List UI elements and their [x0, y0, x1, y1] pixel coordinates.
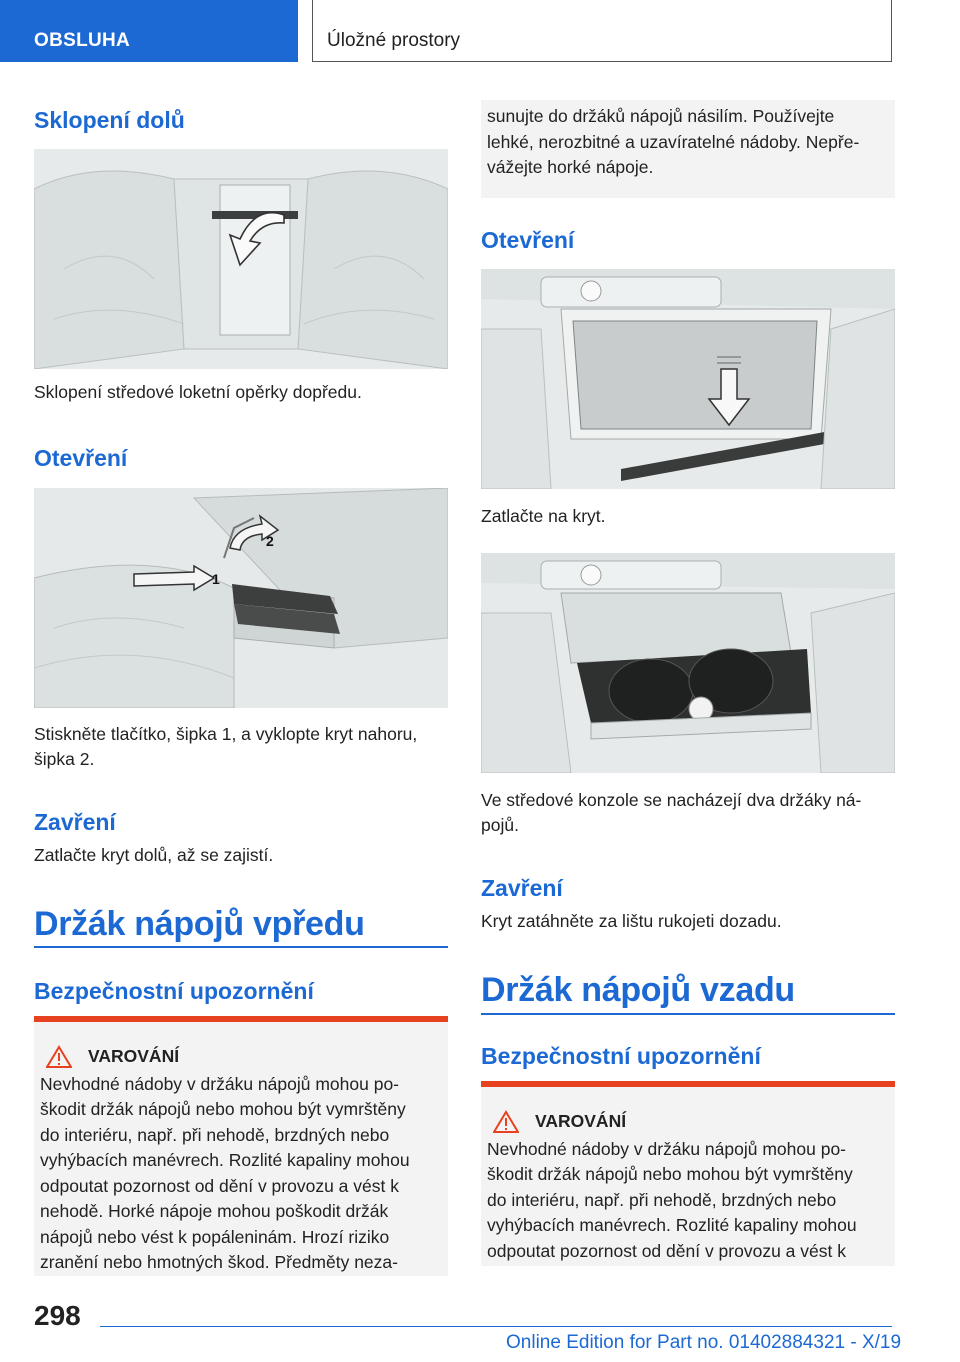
section-title: OBSLUHA — [34, 30, 131, 51]
continuation-line: lehké, nerozbitné a uzavíratelné nádoby. Nepře- — [487, 131, 860, 152]
warning-title-right: VAROVÁNÍ — [535, 1111, 627, 1131]
caption-holders-line2: pojů. — [481, 815, 519, 835]
text-close-left: Zatlačte kryt dolů, až se zajistí. — [34, 845, 274, 865]
caption-fold: Sklopení středové loketní opěrky dopředu. — [34, 382, 362, 402]
caption-holders-line1: Ve středové konzole se nacházejí dva držáky ná- — [481, 790, 862, 810]
title-rule-left — [34, 946, 448, 948]
caption-press-cover: Zatlačte na kryt. — [481, 506, 606, 526]
page-number: 298 — [34, 1300, 81, 1331]
footer-edition: Online Edition for Part no. 01402884321 - X/19 — [506, 1332, 902, 1353]
continuation-line: vážejte horké nápoje. — [487, 157, 654, 177]
warning-triangle-icon — [46, 1045, 72, 1069]
chapter-title: Úložné prostory — [327, 30, 461, 51]
figure-armrest-open — [34, 488, 448, 708]
warning-line: nehodě. Horké nápoje mohou poškodit držák — [40, 1201, 389, 1221]
warning-line: vyhýbacích manévrech. Rozlité kapaliny mohou — [40, 1150, 410, 1170]
footer-rule — [100, 1326, 892, 1327]
heading-close-right: Zavření — [481, 875, 563, 901]
warning-line: škodit držák nápojů nebo mohou být vymrštěny — [487, 1164, 853, 1184]
heading-fold-down: Sklopení dolů — [34, 107, 185, 133]
warning-box-left — [34, 1016, 448, 1276]
armrest-open-illustration — [34, 488, 448, 708]
warning-line: zranění nebo hmotných škod. Předměty neza- — [40, 1252, 398, 1272]
heading-safety-right: Bezpečnostní upozornění — [481, 1043, 761, 1069]
warning-header-left — [46, 1044, 442, 1070]
warning-line: do interiéru, např. při nehodě, brzdných nebo — [487, 1189, 837, 1210]
warning-continuation-box — [481, 100, 895, 198]
text-close-right: Kryt zatáhněte za lištu rukojeti dozadu. — [481, 911, 782, 931]
chapter-tab — [312, 0, 892, 62]
arrow-label-1: 1 — [212, 571, 220, 587]
figure-cupholders — [481, 553, 895, 773]
warning-box-right — [481, 1081, 895, 1266]
warning-header-right — [493, 1109, 889, 1135]
warning-line: Nevhodné nádoby v držáku nápojů mohou po- — [40, 1073, 399, 1094]
title-rule-right — [481, 1013, 895, 1015]
title-rear-cupholder: Držák nápojů vzadu — [481, 971, 795, 1009]
armrest-fold-illustration — [34, 149, 448, 369]
warning-line: vyhýbacích manévrech. Rozlité kapaliny mohou — [487, 1215, 857, 1235]
arrow-label-2: 2 — [266, 533, 274, 549]
warning-triangle-icon — [493, 1110, 519, 1134]
warning-line: odpoutat pozornost od dění v provozu a vést k — [487, 1240, 846, 1261]
warning-line: nápojů nebo vést k popáleninám. Hrozí riziko — [40, 1226, 390, 1247]
warning-line: odpoutat pozornost od dění v provozu a vést k — [40, 1175, 399, 1196]
continuation-line: sunujte do držáků nápojů násilím. Používejte — [487, 106, 835, 126]
heading-open-left: Otevření — [34, 445, 128, 471]
console-cover-illustration — [481, 269, 895, 489]
heading-close-left: Zavření — [34, 809, 116, 835]
heading-safety-left: Bezpečnostní upozornění — [34, 978, 314, 1004]
caption-open-line1: Stiskněte tlačítko, šipka 1, a vyklopte kryt nahoru, — [34, 724, 418, 744]
warning-line: do interiéru, např. při nehodě, brzdných nebo — [40, 1124, 390, 1145]
figure-console-cover — [481, 269, 895, 489]
heading-open-right: Otevření — [481, 227, 575, 253]
warning-line: Nevhodné nádoby v držáku nápojů mohou po- — [487, 1138, 846, 1159]
caption-open-line2: šipka 2. — [34, 749, 95, 769]
warning-title-left: VAROVÁNÍ — [88, 1046, 180, 1066]
title-front-cupholder: Držák nápojů vpředu — [34, 905, 365, 943]
cupholders-illustration — [481, 553, 895, 773]
section-tab — [0, 0, 298, 62]
figure-armrest-fold — [34, 149, 448, 369]
warning-line: škodit držák nápojů nebo mohou být vymrštěny — [40, 1099, 406, 1119]
